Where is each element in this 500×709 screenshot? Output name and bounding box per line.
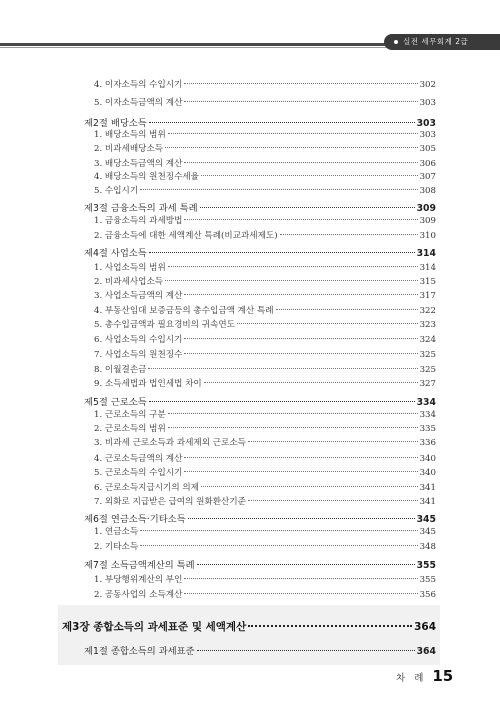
toc-entry-title: 3. 비과세 근로소득과 과세제외 근로소득 [94,438,246,448]
dot-leader [248,625,412,627]
toc-item [94,466,436,478]
toc-entry-title: 4. 이자소득의 수입시기 [94,80,183,90]
toc-entry-title: 제6절 연금소득·기타소득 [84,514,186,525]
footer-label: 차 례 [396,673,427,684]
toc-entry-title: 2. 근로소득의 범위 [94,424,166,434]
toc-page-number: 325 [419,365,436,375]
toc-item [94,363,436,375]
toc-item [94,495,436,507]
dot-leader [184,83,417,84]
toc-item [94,408,436,420]
toc-item [94,348,436,360]
toc-entry-title: 1. 연금소득 [94,527,139,537]
dot-leader [148,368,417,369]
toc-entry-title: 6. 근로소득지급시기의 의제 [94,483,199,493]
toc-page-number: 340 [419,468,436,478]
toc-page-number: 310 [419,231,436,241]
toc-item [94,289,436,301]
toc-page-number: 335 [419,424,436,434]
toc-item [94,318,436,330]
dot-leader [140,530,417,531]
toc-page-number: 341 [419,497,436,507]
toc-page-number: 341 [419,483,436,493]
toc-entry-title: 제2절 배당소득 [84,118,147,129]
toc-item [94,525,436,537]
toc-item [94,142,436,154]
toc-entry-title: 5. 총수입금액과 필요경비의 귀속연도 [94,320,235,330]
toc-item [94,261,436,273]
toc-entry-title: 4. 부동산임대 보증금등의 총수입금액 계산 특례 [94,306,274,316]
toc-entry-title: 2. 금융소득에 대한 세액계산 특례(비교과세제도) [94,231,278,241]
toc-item [94,214,436,226]
toc-item [94,588,436,600]
toc-page-number: 305 [419,144,436,154]
dot-leader [168,266,418,267]
dot-leader [200,207,415,208]
toc-item [94,333,436,345]
toc-page-number: 325 [419,350,436,360]
page-number: 15 [432,667,454,685]
dot-leader [168,133,418,134]
toc-entry-title: 제4절 사업소득 [84,248,147,259]
toc-entry-title: 제3장 종합소득의 과세표준 및 세액계산 [62,621,247,633]
toc-entry-title: 1. 배당소득의 범위 [94,130,166,140]
toc-page-number: 355 [416,560,436,571]
toc-section [84,245,436,259]
toc-entry-title: 7. 외화로 지급받은 급여의 원화환산기준 [94,497,246,507]
dot-leader [237,323,418,324]
toc-page-number: 334 [419,410,436,420]
dot-leader [184,593,417,594]
toc-item [94,157,436,169]
toc-item [94,452,436,464]
toc-entry-title: 3. 배당소득금액의 계산 [94,159,183,169]
dot-leader [149,401,415,402]
dot-leader [248,500,418,501]
toc-item [94,184,436,196]
toc-entry-title: 1. 금융소득의 과세방법 [94,216,183,226]
running-header-text: 실전 세무회계 2급 [403,37,469,46]
toc-entry-title: 4. 근로소득금액의 계산 [94,454,183,464]
toc-entry-title: 제3절 금융소득의 과세 특례 [84,203,198,214]
toc-item [94,481,436,493]
toc-entry-title: 8. 이월결손금 [94,365,147,375]
toc-page-number: 303 [419,98,436,108]
dot-leader [184,294,417,295]
toc-page-number: 303 [416,118,436,129]
dot-leader [149,252,415,253]
toc-item [94,377,436,389]
dot-leader [184,219,417,220]
toc-entry-title: 제1절 종합소득의 과세표준 [84,646,195,657]
header-rule [0,43,390,46]
toc-entry-title: 5. 근로소득의 수입시기 [94,468,183,478]
toc-entry-title: 1. 근로소득의 구분 [94,410,166,420]
toc-item [94,540,436,552]
bullet-icon [394,40,398,44]
dot-leader [184,457,417,458]
toc-section [84,115,436,129]
dot-leader [184,471,417,472]
dot-leader [280,234,418,235]
toc-item [94,170,436,182]
toc-page-number: 345 [416,514,436,525]
dot-leader [184,338,417,339]
running-header [384,34,500,50]
dot-leader [184,101,417,102]
toc-page-number: 314 [419,263,436,273]
toc-page-number: 309 [419,216,436,226]
toc-entry-title: 2. 공동사업의 소득계산 [94,590,183,600]
toc-item [94,573,436,585]
toc-item [94,304,436,316]
toc-page-number: 317 [419,291,436,301]
toc-page-number: 327 [419,379,436,389]
toc-entry-title: 1. 사업소득의 범위 [94,263,166,273]
toc-entry-title: 5. 이자소득금액의 계산 [94,98,183,108]
toc-page-number: 306 [419,159,436,169]
dot-leader [140,189,417,190]
toc-entry-title: 2. 기타소득 [94,542,139,552]
dot-leader [184,578,417,579]
toc-item [94,229,436,241]
toc-entry-title: 7. 사업소득의 원천징수 [94,350,183,360]
toc-entry-title: 4. 배당소득의 원천징수세율 [94,172,199,182]
dot-leader [184,353,417,354]
toc-page-number: 356 [419,590,436,600]
dot-leader [188,518,415,519]
toc-page-number: 308 [419,186,436,196]
dot-leader [204,382,418,383]
toc-entry-title: 2. 비과세배당소득 [94,144,164,154]
toc-page-number: 336 [419,438,436,448]
toc-page-number: 324 [419,335,436,345]
toc-page-number: 355 [419,575,436,585]
toc-section [84,557,436,571]
dot-leader [149,122,415,123]
toc-page-number: 302 [419,80,436,90]
toc-item [94,78,436,90]
dot-leader [165,147,418,148]
toc-page-number: 303 [419,130,436,140]
toc-page-number: 345 [419,527,436,537]
toc-section [84,200,436,214]
dot-leader [201,175,418,176]
toc-page-number: 334 [416,397,436,408]
toc-page-number: 348 [419,542,436,552]
toc-section [84,394,436,408]
dot-leader [168,427,418,428]
toc-item [94,422,436,434]
dot-leader [248,441,418,442]
toc-entry-title: 6. 사업소득의 수입시기 [94,335,183,345]
toc-page-number: 309 [416,203,436,214]
toc-page-number: 323 [419,320,436,330]
toc-entry-title: 1. 부당행위계산의 부인 [94,575,183,585]
dot-leader [184,162,417,163]
dot-leader [201,486,418,487]
dot-leader [140,545,417,546]
toc-entry-title: 5. 수입시기 [94,186,139,196]
toc-entry-title: 제7절 소득금액계산의 특례 [84,560,195,571]
dot-leader [276,309,418,310]
dot-leader [165,280,418,281]
toc-item [94,275,436,287]
toc-item [94,96,436,108]
toc-item [94,128,436,140]
page-footer [396,667,453,685]
dot-leader [197,564,415,565]
toc-item [94,436,436,448]
toc-section [84,511,436,525]
toc-page-number: 340 [419,454,436,464]
toc-section [84,643,436,657]
toc-page-number: 307 [419,172,436,182]
toc-page-number: 364 [414,621,436,633]
toc-chapter [62,619,436,634]
toc-page-number: 322 [419,306,436,316]
toc-page-number: 364 [416,646,436,657]
toc-entry-title: 2. 비과세사업소득 [94,277,164,287]
toc-entry-title: 제5절 근로소득 [84,397,147,408]
toc-entry-title: 9. 소득세법과 법인세법 차이 [94,379,202,389]
header-rule-thin [0,47,390,48]
dot-leader [168,413,418,414]
toc-page-number: 315 [419,277,436,287]
dot-leader [197,650,415,651]
toc-entry-title: 3. 사업소득금액의 계산 [94,291,183,301]
toc-page-number: 314 [416,248,436,259]
